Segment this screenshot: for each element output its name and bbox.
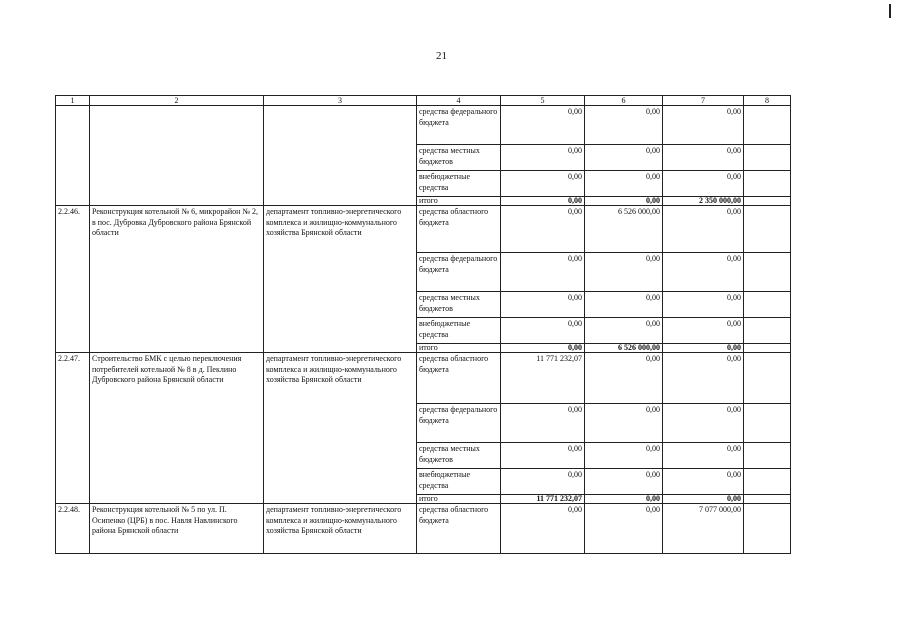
- col8-cell: [744, 253, 791, 292]
- amount-col7: 2 350 000,00: [663, 197, 744, 206]
- col8-cell: [744, 443, 791, 469]
- header-cell: 2: [90, 96, 264, 106]
- funding-row: [56, 106, 791, 145]
- col8-cell: [744, 318, 791, 344]
- funding-source: средства федерального бюджета: [417, 404, 501, 443]
- funding-source: внебюджетные средства: [417, 171, 501, 197]
- item-name: [90, 106, 264, 206]
- amount-col5: 0,00: [501, 318, 585, 344]
- amount-col7: 0,00: [663, 353, 744, 404]
- funding-source: итого: [417, 344, 501, 353]
- col8-cell: [744, 292, 791, 318]
- amount-col7: 0,00: [663, 469, 744, 495]
- amount-col7: 7 077 000,00: [663, 504, 744, 554]
- amount-col6: 0,00: [585, 404, 663, 443]
- header-cell: 1: [56, 96, 90, 106]
- amount-col5: 0,00: [501, 206, 585, 253]
- amount-col6: 0,00: [585, 253, 663, 292]
- amount-col6: 6 526 000,00: [585, 344, 663, 353]
- table-body: [56, 106, 791, 554]
- col8-cell: [744, 197, 791, 206]
- funding-source: итого: [417, 495, 501, 504]
- amount-col6: 0,00: [585, 106, 663, 145]
- item-code: 2.2.48.: [56, 504, 90, 554]
- amount-col6: 0,00: [585, 292, 663, 318]
- amount-col6: 0,00: [585, 145, 663, 171]
- funding-source: средства федерального бюджета: [417, 106, 501, 145]
- header-cell: 5: [501, 96, 585, 106]
- amount-col7: 0,00: [663, 145, 744, 171]
- amount-col7: 0,00: [663, 318, 744, 344]
- amount-col6: 0,00: [585, 197, 663, 206]
- amount-col6: 0,00: [585, 495, 663, 504]
- header-cell: 8: [744, 96, 791, 106]
- item-code: 2.2.46.: [56, 206, 90, 353]
- amount-col7: 0,00: [663, 106, 744, 145]
- amount-col5: 0,00: [501, 404, 585, 443]
- funding-source: итого: [417, 197, 501, 206]
- col8-cell: [744, 206, 791, 253]
- amount-col5: 0,00: [501, 171, 585, 197]
- amount-col7: 0,00: [663, 292, 744, 318]
- amount-col7: 0,00: [663, 404, 744, 443]
- funding-source: средства местных бюджетов: [417, 292, 501, 318]
- amount-col7: 0,00: [663, 171, 744, 197]
- amount-col6: 0,00: [585, 318, 663, 344]
- amount-col5: 0,00: [501, 504, 585, 554]
- page-number: 21: [436, 50, 447, 62]
- col8-cell: [744, 171, 791, 197]
- amount-col6: 0,00: [585, 504, 663, 554]
- funding-source: средства федерального бюджета: [417, 253, 501, 292]
- item-name: Строительство БМК с целью переключения потребителей котельной № 8 в д. Пеклино Дубровского района Брянской области: [90, 353, 264, 504]
- funding-source: средства областного бюджета: [417, 504, 501, 554]
- header-cell: 6: [585, 96, 663, 106]
- funding-source: внебюджетные средства: [417, 318, 501, 344]
- col8-cell: [744, 353, 791, 404]
- page-edge-mark: [889, 4, 891, 18]
- funding-source: средства местных бюджетов: [417, 145, 501, 171]
- amount-col7: 0,00: [663, 495, 744, 504]
- amount-col7: 0,00: [663, 443, 744, 469]
- col8-cell: [744, 106, 791, 145]
- amount-col5: 11 771 232,07: [501, 495, 585, 504]
- header-cell: 7: [663, 96, 744, 106]
- funding-row: [56, 353, 791, 404]
- header-cell: 4: [417, 96, 501, 106]
- col8-cell: [744, 469, 791, 495]
- amount-col5: 0,00: [501, 469, 585, 495]
- funding-row: [56, 504, 791, 554]
- amount-col6: 0,00: [585, 469, 663, 495]
- amount-col5: 0,00: [501, 253, 585, 292]
- funding-source: средства областного бюджета: [417, 206, 501, 253]
- item-executor: департамент топливно-энергетического комплекса и жилищно-коммунального хозяйства Брянской области: [264, 504, 417, 554]
- item-name: Реконструкция котельной № 5 по ул. П. Осипенко (ЦРБ) в пос. Навля Навлинского района Брянской области: [90, 504, 264, 554]
- col8-cell: [744, 495, 791, 504]
- amount-col5: 0,00: [501, 197, 585, 206]
- budget-table: [55, 95, 791, 554]
- col8-cell: [744, 145, 791, 171]
- amount-col7: 0,00: [663, 206, 744, 253]
- item-name: Реконструкция котельной № 6, микрорайон № 2, в пос. Дубровка Дубровского района Брянской области: [90, 206, 264, 353]
- item-code: 2.2.47.: [56, 353, 90, 504]
- amount-col6: 0,00: [585, 353, 663, 404]
- header-row: [56, 96, 791, 106]
- header-cell: 3: [264, 96, 417, 106]
- amount-col5: 0,00: [501, 344, 585, 353]
- item-executor: [264, 106, 417, 206]
- item-executor: департамент топливно-энергетического комплекса и жилищно-коммунального хозяйства Брянской области: [264, 353, 417, 504]
- amount-col5: 0,00: [501, 106, 585, 145]
- amount-col6: 6 526 000,00: [585, 206, 663, 253]
- funding-source: средства местных бюджетов: [417, 443, 501, 469]
- amount-col5: 0,00: [501, 292, 585, 318]
- funding-source: внебюджетные средства: [417, 469, 501, 495]
- amount-col6: 0,00: [585, 443, 663, 469]
- amount-col5: 0,00: [501, 443, 585, 469]
- amount-col7: 0,00: [663, 253, 744, 292]
- item-code: [56, 106, 90, 206]
- col8-cell: [744, 504, 791, 554]
- amount-col6: 0,00: [585, 171, 663, 197]
- funding-source: средства областного бюджета: [417, 353, 501, 404]
- col8-cell: [744, 344, 791, 353]
- item-executor: департамент топливно-энергетического комплекса и жилищно-коммунального хозяйства Брянской области: [264, 206, 417, 353]
- amount-col7: 0,00: [663, 344, 744, 353]
- amount-col5: 11 771 232,07: [501, 353, 585, 404]
- amount-col5: 0,00: [501, 145, 585, 171]
- funding-row: [56, 206, 791, 253]
- col8-cell: [744, 404, 791, 443]
